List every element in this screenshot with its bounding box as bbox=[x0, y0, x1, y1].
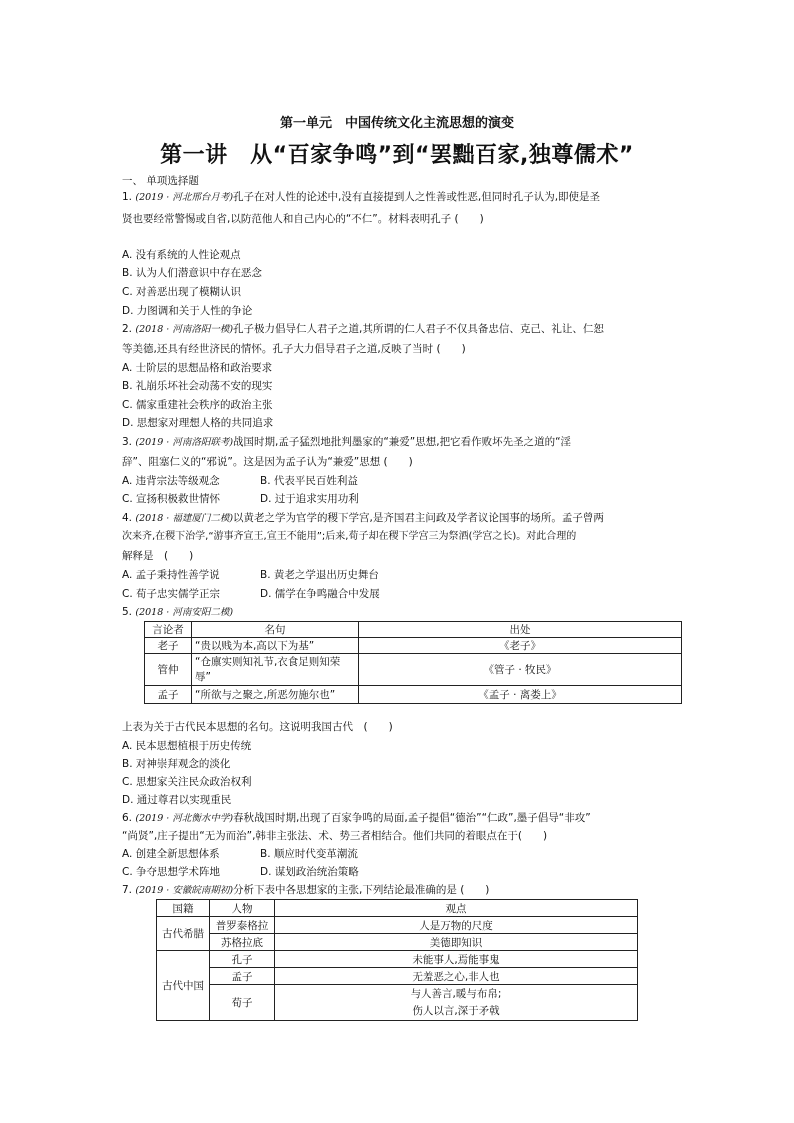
table-cell: 未能事人,焉能事鬼 bbox=[275, 951, 638, 968]
table-cell bbox=[275, 985, 638, 1021]
question-text: 孔子在对人性的论述中,没有直接提到人之性善或性恶,但同时孔子认为,即使是圣 bbox=[233, 191, 601, 203]
table-row bbox=[145, 638, 682, 654]
question-1-line-2: 贤也要经常警惕或自省,以防范他人和自己内心的“不仁”。材料表明孔子 ( ) bbox=[122, 213, 484, 225]
table-header: 人物 bbox=[210, 900, 275, 917]
question-number: 6. bbox=[122, 812, 133, 824]
quote-table bbox=[144, 621, 682, 704]
question-source: (2018 · 福建厦门二模) bbox=[135, 513, 234, 524]
question-number: 2. bbox=[122, 323, 133, 335]
table-cell: 孔子 bbox=[210, 951, 275, 968]
table-cell: “所欲与之聚之,所恶勿施尔也” bbox=[192, 686, 359, 704]
question-source: (2019 · 河南洛阳联考) bbox=[135, 437, 234, 448]
question-number: 7. bbox=[122, 884, 133, 896]
table-row bbox=[157, 985, 638, 1021]
table-cell: “贵以贱为本,高以下为基” bbox=[192, 638, 359, 654]
table-cell: 孟子 bbox=[210, 968, 275, 985]
question-4-line-1 bbox=[122, 511, 604, 526]
table-cell: 人是万物的尺度 bbox=[275, 917, 638, 934]
option-a: A. 民本思想植根于历史传统 bbox=[122, 740, 252, 752]
lesson-title: 第一讲 从“百家争鸣”到“罢黜百家,独尊儒术” bbox=[160, 143, 634, 168]
section-heading: 一、 单项选择题 bbox=[122, 175, 199, 187]
table-cell: 老子 bbox=[145, 638, 192, 654]
question-source: (2018 · 河南洛阳一模) bbox=[135, 324, 234, 335]
question-text: 战国时期,孟子猛烈地批判墨家的“兼爱”思想,把它看作败坏先圣之道的“淫 bbox=[233, 436, 572, 448]
question-3-line-2: 辞”、阻塞仁义的“邪说”。这是因为孟子认为“兼爱”思想 ( ) bbox=[122, 456, 413, 468]
option-d: D. 通过尊君以实现重民 bbox=[122, 794, 232, 806]
question-number: 4. bbox=[122, 512, 133, 524]
question-2-line-2: 等美德,还具有经世济民的情怀。孔子大力倡导君子之道,反映了当时 ( ) bbox=[122, 343, 466, 355]
table-cell: 美德即知识 bbox=[275, 934, 638, 951]
question-4-line-2: 次来齐,在稷下治学,“游事齐宣王,宣王不能用”;后来,荀子却在稷下学宫三为祭酒(学宫之长)。对此合理的 bbox=[122, 531, 577, 542]
option-c: C. 荀子忠实儒学正宗 bbox=[122, 588, 221, 600]
question-source: (2019 · 河北邢台月考) bbox=[135, 192, 234, 203]
table-cell: 荀子 bbox=[210, 985, 275, 1021]
unit-title: 第一单元 中国传统文化主流思想的演变 bbox=[279, 116, 514, 131]
table-header: 国籍 bbox=[157, 900, 210, 917]
question-5-line-1 bbox=[122, 605, 233, 620]
table-row bbox=[157, 951, 638, 968]
table-row bbox=[157, 968, 638, 985]
option-c: C. 宣扬积极救世情怀 bbox=[122, 493, 221, 505]
table-cell: 管仲 bbox=[145, 654, 192, 686]
table-header: 出处 bbox=[359, 622, 682, 638]
question-6-line-2: “尚贤”,庄子提出“无为而治”,韩非主张法、术、势三者相结合。他们共同的着眼点在于( ) bbox=[122, 830, 548, 842]
question-2-line-1 bbox=[122, 322, 604, 337]
question-4-line-3: 解释是 ( ) bbox=[122, 550, 194, 562]
option-c: C. 思想家关注民众政治权利 bbox=[122, 776, 252, 788]
option-b: B. 认为人们潜意识中存在恶念 bbox=[122, 267, 262, 279]
table-header: 观点 bbox=[275, 900, 638, 917]
question-source: (2019 · 河北衡水中学) bbox=[135, 813, 234, 824]
option-a: A. 违背宗法等级观念 bbox=[122, 475, 220, 487]
table-header: 名句 bbox=[192, 622, 359, 638]
table-row bbox=[157, 934, 638, 951]
table-cell-line: 伤人以言,深于矛戟 bbox=[412, 1004, 500, 1017]
option-c: C. 争夺思想学术阵地 bbox=[122, 866, 221, 878]
thinker-table bbox=[156, 899, 638, 1021]
table-cell: “仓廪实则知礼节,衣食足则知荣辱” bbox=[192, 654, 359, 686]
question-text: 孔子极力倡导仁人君子之道,其所谓的仁人君子不仅具备忠信、克己、礼让、仁恕 bbox=[233, 323, 604, 335]
table-cell: 苏格拉底 bbox=[210, 934, 275, 951]
table-cell: 《老子》 bbox=[359, 638, 682, 654]
table-cell: 《管子 · 牧民》 bbox=[359, 654, 682, 686]
option-c: C. 儒家重建社会秩序的政治主张 bbox=[122, 399, 273, 411]
option-d: D. 思想家对理想人格的共同追求 bbox=[122, 417, 274, 429]
option-d: D. 过于追求实用功利 bbox=[260, 493, 359, 505]
option-a: A. 士阶层的思想品格和政治要求 bbox=[122, 362, 273, 374]
question-3-line-1 bbox=[122, 435, 571, 450]
option-b: B. 代表平民百姓利益 bbox=[260, 475, 358, 487]
table-cell: 古代希腊 bbox=[157, 917, 210, 951]
question-number: 3. bbox=[122, 436, 133, 448]
question-1-line-1 bbox=[122, 190, 600, 205]
option-b: B. 顺应时代变革潮流 bbox=[260, 848, 358, 860]
table-header: 言论者 bbox=[145, 622, 192, 638]
option-a: A. 创建全新思想体系 bbox=[122, 848, 220, 860]
option-b: B. 黄老之学退出历史舞台 bbox=[260, 569, 379, 581]
table-cell: 孟子 bbox=[145, 686, 192, 704]
option-a: A. 孟子秉持性善学说 bbox=[122, 569, 220, 581]
option-d: D. 儒学在争鸣融合中发展 bbox=[260, 588, 380, 600]
question-number: 5. bbox=[122, 606, 133, 618]
question-text: 以黄老之学为官学的稷下学宫,是齐国君主问政及学者议论国事的场所。孟子曾两 bbox=[233, 512, 604, 524]
option-d: D. 谋划政治统治策略 bbox=[260, 866, 359, 878]
option-b: B. 对神崇拜观念的淡化 bbox=[122, 758, 231, 770]
table-cell: 古代中国 bbox=[157, 951, 210, 1021]
table-cell-line: 与人善言,暖与布帛; bbox=[410, 987, 502, 1000]
table-cell: 普罗泰格拉 bbox=[210, 917, 275, 934]
table-row bbox=[157, 917, 638, 934]
question-text: 春秋战国时期,出现了百家争鸣的局面,孟子提倡“德治”“仁政”,墨子倡导“非攻” bbox=[233, 812, 591, 824]
option-b: B. 礼崩乐坏社会动荡不安的现实 bbox=[122, 380, 273, 392]
question-text: 分析下表中各思想家的主张,下列结论最准确的是 ( ) bbox=[233, 884, 490, 896]
table-row bbox=[145, 654, 682, 686]
option-a: A. 没有系统的人性论观点 bbox=[122, 249, 241, 261]
question-6-line-1 bbox=[122, 811, 591, 826]
option-d: D. 力图调和关于人性的争论 bbox=[122, 305, 253, 317]
table-cell: 无羞恶之心,非人也 bbox=[275, 968, 638, 985]
question-source: (2018 · 河南安阳二模) bbox=[135, 607, 234, 618]
table-cell: 《孟子 · 离娄上》 bbox=[359, 686, 682, 704]
question-5-stem: 上表为关于古代民本思想的名句。这说明我国古代 ( ) bbox=[122, 721, 393, 733]
question-number: 1. bbox=[122, 191, 133, 203]
option-c: C. 对善恶出现了模糊认识 bbox=[122, 286, 242, 298]
question-7-line-1 bbox=[122, 883, 489, 898]
table-row bbox=[145, 686, 682, 704]
question-source: (2019 · 安徽皖南期初) bbox=[135, 885, 234, 896]
